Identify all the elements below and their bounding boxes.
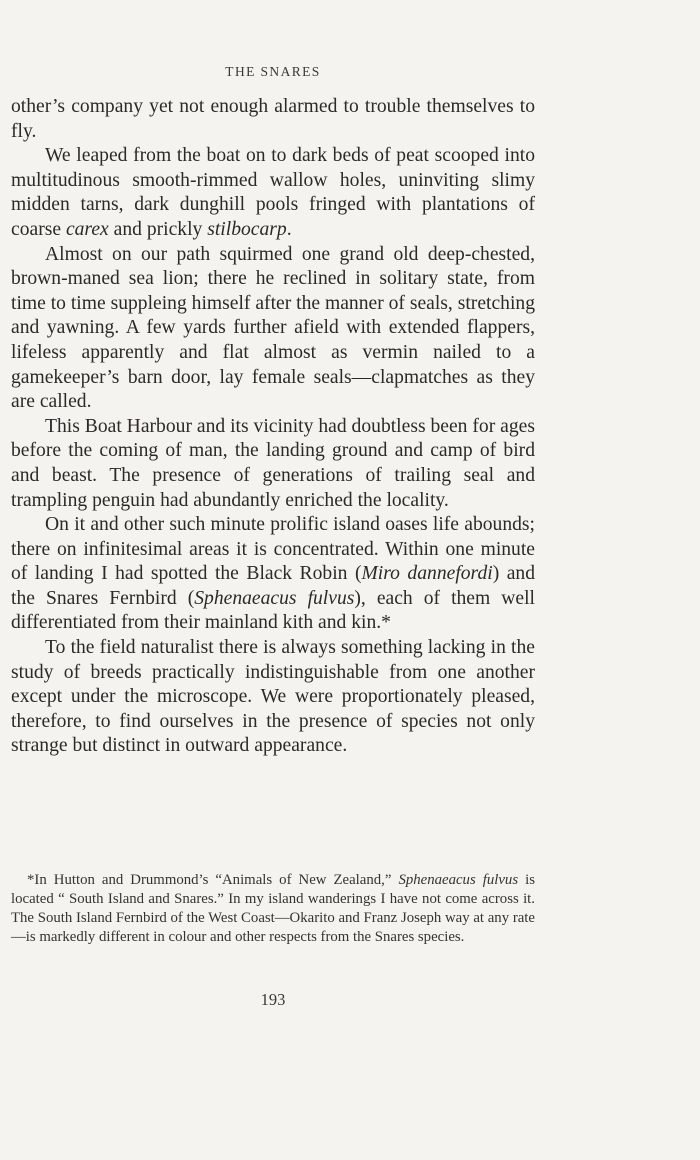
text-run: On it and other such minute prolific island oases life abounds; there on infinitesimal areas it is concentrated. Within one minute of landing I had spotted the Black Robin ( [11, 514, 535, 585]
text-run: is located “ South Island and Snares.” In my island wanderings I have not come across it. The South Island Fernbird of the West Coast—Okarito and Franz Joseph way at any rate—is markedly different in colour and other respects from the Snares species. [11, 872, 535, 945]
text-run: Almost on our path squirmed one grand old deep-chested, brown-maned sea lion; there he reclined in solitary state, from time to time suppleing himself after the manner of seals, stretching and yawning. A few yards further afield with extended flappers, lifeless apparently and flat almost as vermin nailed to a gamekeeper’s barn door, lay female seals—clapmatches as they are called. [11, 243, 535, 413]
paragraph [11, 95, 535, 144]
text-run: other’s company yet not enough alarmed to trouble themselves to fly. [11, 96, 535, 142]
text-run: *In Hutton and Drummond’s “Animals of New Zealand,” [27, 872, 399, 888]
italic-text: carex [65, 218, 109, 240]
italic-text: Sphenaeacus fulvus [398, 872, 519, 888]
italic-text: Miro dannefordi [361, 563, 493, 585]
text-run: and prickly [108, 218, 208, 240]
text-run: We leaped from the boat on to dark beds of peat scooped into multitudinous smooth-rimmed wallow holes, uninviting slimy midden tarns, dark dunghill pools fringed with plantations of coarse [11, 145, 535, 240]
footnote-text [11, 871, 535, 947]
paragraph [11, 243, 535, 415]
text-run: ) and the Snares Fernbird ( [11, 563, 536, 609]
text-run: ), each of them well differentiated from their mainland kith and kin.* [11, 587, 536, 634]
text-run: This Boat Harbour and its vicinity had doubtless been for ages before the coming of man, the landing ground and camp of bird and beast. The presence of generations of trailing seal and trampling penguin had abundantly enriched the locality. [11, 415, 535, 511]
paragraph [11, 144, 535, 242]
footnote [11, 871, 535, 947]
paragraph [11, 513, 535, 636]
text-run: To the field naturalist there is always something lacking in the study of breeds practically indistinguishable from one another except under the microscope. We were proportionately pleased, therefore, to find ourselves in the presence of species not only strange but distinct in outward appearance. [11, 637, 535, 757]
running-head: THE SNARES [225, 64, 321, 79]
paragraph [11, 415, 535, 513]
body-text [11, 95, 535, 759]
text-run: . [286, 218, 292, 240]
page-number: 193 [260, 990, 286, 1009]
italic-text: Sphenaeacus fulvus [194, 587, 355, 609]
paragraph [11, 636, 535, 759]
italic-text: stilbocarp [207, 218, 287, 240]
